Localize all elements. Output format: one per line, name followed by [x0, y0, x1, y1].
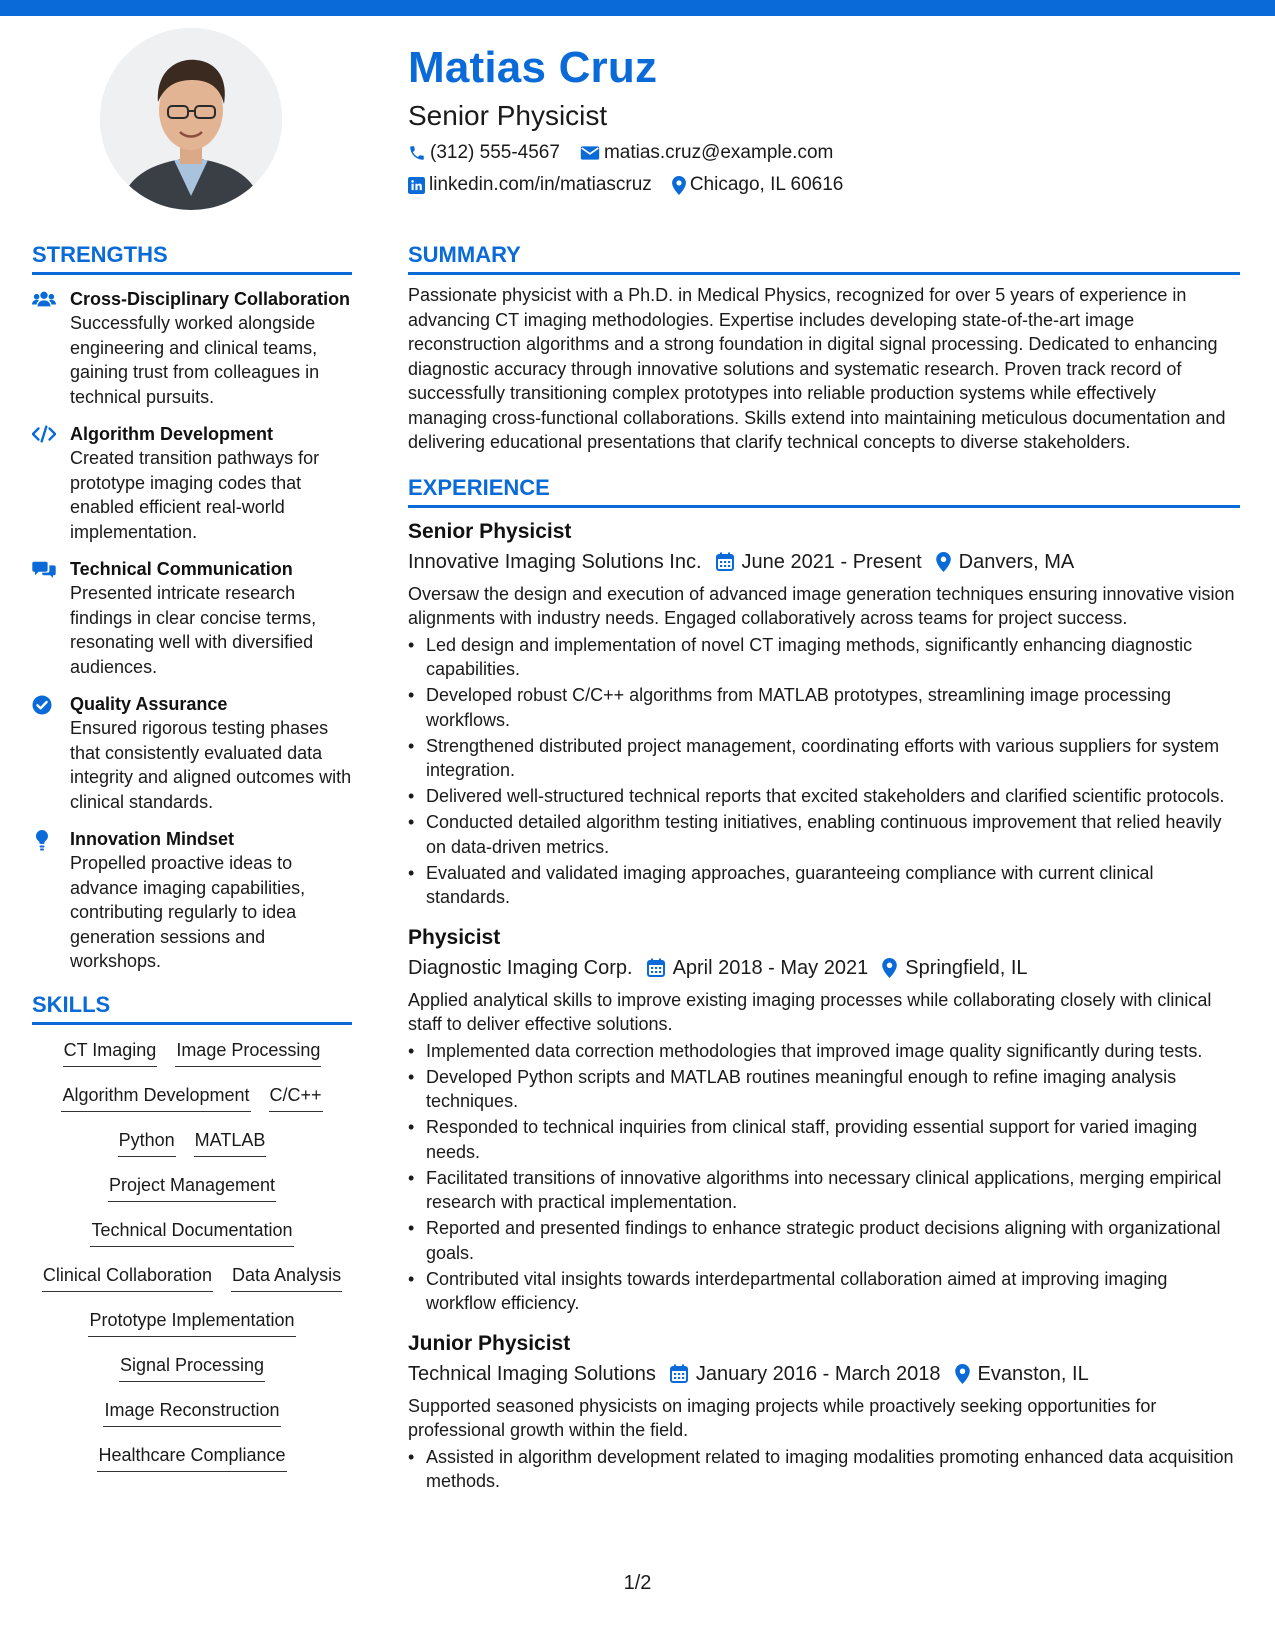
job-meta: [408, 1360, 1240, 1388]
comments-icon: [32, 560, 56, 578]
summary-heading: SUMMARY: [408, 240, 1240, 275]
map-pin-icon: [882, 958, 897, 978]
calendar-icon: [647, 958, 665, 977]
skill-tag: MATLAB: [194, 1127, 267, 1157]
candidate-name: Matias Cruz: [408, 43, 658, 92]
job-title: Junior Physicist: [408, 1331, 571, 1355]
list-item: • Developed Python scripts and MATLAB routines meaningful enough to refine imaging analysis techniques.: [408, 1065, 1240, 1114]
left-column: [32, 240, 352, 1487]
contact-row-1: [408, 140, 1238, 166]
skill-tag: Data Analysis: [231, 1262, 342, 1292]
skill-tag: Python: [118, 1127, 176, 1157]
calendar-icon: [670, 1364, 688, 1383]
email-text: matias.cruz@example.com: [603, 142, 834, 163]
list-item: • Assisted in algorithm development related to imaging modalities promoting enhanced data acquisition methods.: [408, 1445, 1240, 1494]
skill-tag: Clinical Collaboration: [42, 1262, 213, 1292]
contact-email[interactable]: [580, 140, 833, 166]
strength-desc: Propelled proactive ideas to advance imaging capabilities, contributing regularly to idea generation sessions and workshops.: [70, 853, 306, 971]
skill-tag: Image Processing: [175, 1037, 321, 1067]
top-accent-bar: [0, 0, 1275, 16]
contact-linkedin[interactable]: [408, 172, 652, 198]
job-entry: [408, 924, 1240, 1316]
page-number-text: 1/2: [623, 1572, 652, 1594]
job-company: Technical Imaging Solutions: [408, 1362, 656, 1385]
strength-title: Cross-Disciplinary Collaboration: [70, 289, 351, 309]
job-meta: [408, 548, 1240, 576]
strength-desc: Presented intricate research findings in clear concise terms, resonating well with diversified audiences.: [70, 583, 317, 677]
map-pin-icon: [936, 552, 951, 572]
list-item: • Responded to technical inquiries from clinical staff, providing essential support for varied imaging needs.: [408, 1115, 1240, 1164]
strength-title: Technical Communication: [70, 559, 293, 579]
linkedin-icon: [408, 177, 425, 194]
job-dates: April 2018 - May 2021: [672, 956, 869, 979]
resume-header: [408, 40, 1238, 198]
skills-section: [32, 990, 352, 1487]
location-text: Chicago, IL 60616: [689, 174, 844, 195]
linkedin-text: linkedin.com/in/matiascruz: [429, 174, 652, 195]
strength-title: Innovation Mindset: [70, 829, 234, 849]
right-column: [408, 240, 1240, 1495]
strength-item: [32, 827, 352, 974]
strength-desc: Ensured rigorous testing phases that consistently evaluated data integrity and aligned outcomes with clinical standards.: [70, 718, 352, 812]
list-item: • Reported and presented findings to enhance strategic product decisions aligning with organizational goals.: [408, 1216, 1240, 1265]
strength-item: [32, 287, 352, 409]
list-item: • Led design and implementation of novel CT imaging methods, significantly enhancing diagnostic capabilities.: [408, 633, 1240, 682]
phone-text: (312) 555-4567: [430, 142, 560, 163]
strength-title: Quality Assurance: [70, 694, 228, 714]
strength-item: [32, 422, 352, 544]
list-item: • Developed robust C/C++ algorithms from MATLAB prototypes, streamlining image processing workflows.: [408, 683, 1240, 732]
job-dates: June 2021 - Present: [741, 550, 922, 573]
job-location: Danvers, MA: [958, 550, 1075, 573]
job-description: Applied analytical skills to improve existing imaging processes while collaborating closely with clinical staff to deliver effective solutions.: [408, 989, 1212, 1034]
skill-tag: Image Reconstruction: [103, 1397, 280, 1427]
job-title: Physicist: [408, 925, 501, 949]
list-item: • Delivered well-structured technical reports that excited stakeholders and clarified scientific protocols.: [408, 784, 1240, 809]
skill-tag: Prototype Implementation: [88, 1307, 295, 1337]
skill-tag: C/C++: [269, 1082, 323, 1112]
list-item: • Facilitated transitions of innovative algorithms into necessary clinical applications, merging empirical research with practical implementation.: [408, 1166, 1240, 1215]
job-bullets: [408, 1039, 1240, 1316]
phone-icon: [408, 144, 426, 162]
list-item: • Conducted detailed algorithm testing initiatives, enabling continuous improvement that relied heavily on data-driven metrics.: [408, 810, 1240, 859]
skills-list: [32, 1037, 352, 1487]
map-pin-icon: [672, 176, 686, 195]
job-dates: January 2016 - March 2018: [695, 1362, 941, 1385]
skill-tag: CT Imaging: [63, 1037, 158, 1067]
map-pin-icon: [955, 1364, 970, 1384]
experience-heading: EXPERIENCE: [408, 473, 1240, 508]
experience-section: [408, 473, 1240, 1494]
strength-item: [32, 557, 352, 679]
strength-title: Algorithm Development: [70, 424, 274, 444]
job-description: Supported seasoned physicists on imaging projects while proactively seeking opportunities for professional growth within the field.: [408, 1395, 1157, 1440]
job-location: Springfield, IL: [905, 956, 1028, 979]
skill-tag: Algorithm Development: [61, 1082, 250, 1112]
skill-tag: Technical Documentation: [90, 1217, 293, 1247]
avatar: [100, 28, 282, 210]
job-bullets: [408, 1445, 1240, 1494]
job-location: Evanston, IL: [977, 1362, 1089, 1385]
list-item: • Evaluated and validated imaging approaches, guaranteeing compliance with current clinical standards.: [408, 861, 1240, 910]
contact-row-2: [408, 172, 1238, 198]
candidate-title: Senior Physicist: [408, 100, 608, 131]
job-company: Innovative Imaging Solutions Inc.: [408, 550, 702, 573]
skill-tag: Project Management: [108, 1172, 276, 1202]
job-bullets: [408, 633, 1240, 910]
list-item: • Implemented data correction methodologies that improved image quality significantly during tests.: [408, 1039, 1240, 1064]
list-item: • Strengthened distributed project management, coordinating efforts with various suppliers for system integration.: [408, 734, 1240, 783]
strengths-heading: STRENGTHS: [32, 240, 352, 275]
strength-desc: Created transition pathways for prototype imaging codes that enabled efficient real-world implementation.: [70, 448, 320, 542]
users-icon: [32, 290, 56, 308]
job-title: Senior Physicist: [408, 519, 572, 543]
strength-item: [32, 692, 352, 814]
profile-photo: [100, 28, 282, 210]
job-entry: [408, 1330, 1240, 1494]
strengths-list: [32, 287, 352, 974]
calendar-icon: [716, 552, 734, 571]
list-item: • Contributed vital insights towards interdepartmental collaboration aimed at improving imaging workflow efficiency.: [408, 1267, 1240, 1316]
skill-tag: Signal Processing: [119, 1352, 265, 1382]
contact-location: [672, 172, 844, 198]
check-circle-icon: [32, 695, 52, 715]
summary-text: Passionate physicist with a Ph.D. in Medical Physics, recognized for over 5 years of experience in advancing CT imaging methodologies. Expertise includes developing state-of-the-art image reconstruction algorithms and a strong foundation in digital signal processing. Dedicated to enhancing diagnostic accuracy through innovative solutions and systematic research. Proven track record of successfully transitioning complex prototypes into reliable production systems while effectively managing cross-functional collaborations. Skills extend into maintaining meticulous documentation and delivering educational presentations that clarify technical concepts to diverse stakeholders.: [408, 285, 1226, 452]
job-description: Oversaw the design and execution of advanced image generation techniques ensuring innovative vision alignments with industry needs. Engaged collaboratively across teams for project success.: [408, 583, 1235, 628]
job-meta: [408, 954, 1240, 982]
strength-desc: Successfully worked alongside engineering and clinical teams, gaining trust from colleagues in technical pursuits.: [70, 313, 320, 407]
code-icon: [32, 425, 56, 443]
job-entry: [408, 518, 1240, 910]
skills-heading: SKILLS: [32, 990, 352, 1025]
lightbulb-icon: [32, 830, 52, 852]
page-number: [0, 1572, 1275, 1595]
envelope-icon: [580, 145, 600, 161]
skill-tag: Healthcare Compliance: [97, 1442, 286, 1472]
contact-phone[interactable]: [408, 140, 560, 166]
job-company: Diagnostic Imaging Corp.: [408, 956, 633, 979]
